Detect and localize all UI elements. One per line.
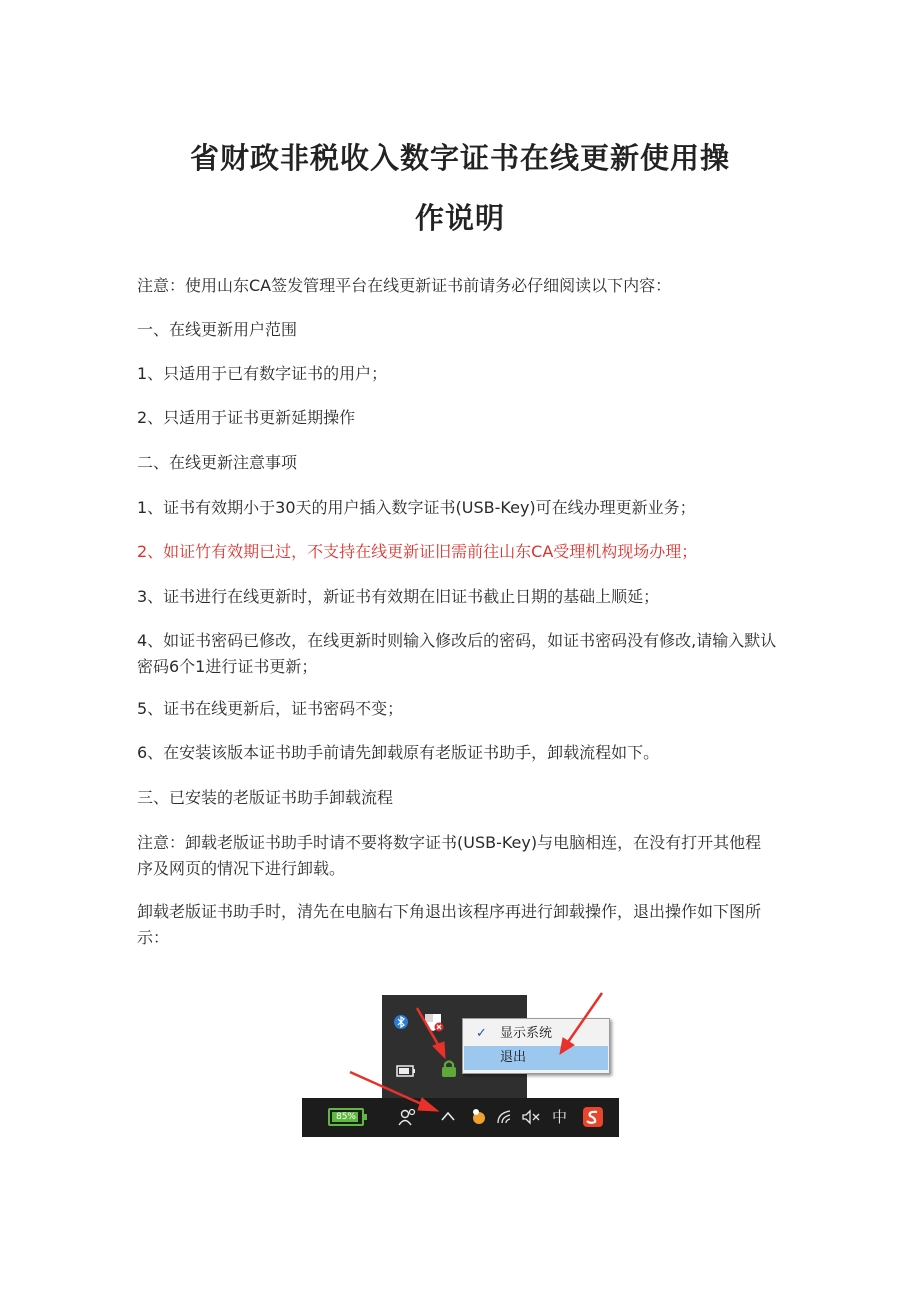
arrow-head-lock [433,1042,445,1058]
section2-item: 6、在安装该版本证书助手前请先卸载原有老版证书助手，卸载流程如下。 [137,743,660,762]
arrow-head-chevron [418,1098,438,1111]
arrow-to-lock [417,1008,440,1048]
annotation-arrows [302,990,619,1137]
ime-indicator[interactable]: 中 [552,1108,568,1126]
arrow-to-exit [568,993,602,1042]
section1-item: 2、只适用于证书更新延期操作 [137,408,356,427]
battery-indicator: 85% [328,1108,364,1126]
arrow-to-chevron [350,1072,426,1106]
section2-item-warning: 2、如证竹有效期已过，不支持在线更新证旧需前往山东CA受理机构现场办理； [137,542,698,561]
check-icon: ✓ [476,1026,487,1041]
menu-item-show-system[interactable]: ✓ 显示系统 [464,1022,608,1046]
section2-item: 5、证书在线更新后，证书密码不变； [137,699,404,718]
section1-item: 1、只适用于已有数字证书的用户； [137,364,388,383]
title-line-2: 作说明 [414,201,505,235]
section2-item: 3、证书进行在线更新时，新证书有效期在旧证书截止日期的基础上顺延； [137,587,660,606]
section3-heading: 三、已安装的老版证书助手卸载流程 [137,788,394,807]
notice-paragraph: 注意：使用山东CA签发管理平台在线更新证书前请务必仔细阅读以下内容： [137,276,672,295]
menu-item-exit[interactable]: 退出 [464,1046,608,1070]
title-line-1: 省财政非税收入数字证书在线更新使用操 [189,141,730,175]
section2-item: 4、如证书密码已修改，在线更新时则输入修改后的密码，如证书密码没有修改,请输入默认密码6个1进行证书更新； [137,631,777,676]
section2-item: 1、证书有效期小于30天的用户插入数字证书(USB-Key)可在线办理更新业务； [137,498,696,517]
section1-heading: 一、在线更新用户范围 [137,320,298,339]
section2-heading: 二、在线更新注意事项 [137,453,298,472]
section3-instruction: 卸载老版证书助手时，清先在电脑右下角退出该程序再进行卸载操作，退出操作如下图所示： [137,902,762,947]
tray-screenshot [302,990,619,1137]
section3-note: 注意：卸载老版证书助手时请不要将数字证书(USB-Key)与电脑相连，在没有打开其他程序及网页的情况下进行卸载。 [137,833,762,878]
arrow-head-exit [560,1038,574,1054]
